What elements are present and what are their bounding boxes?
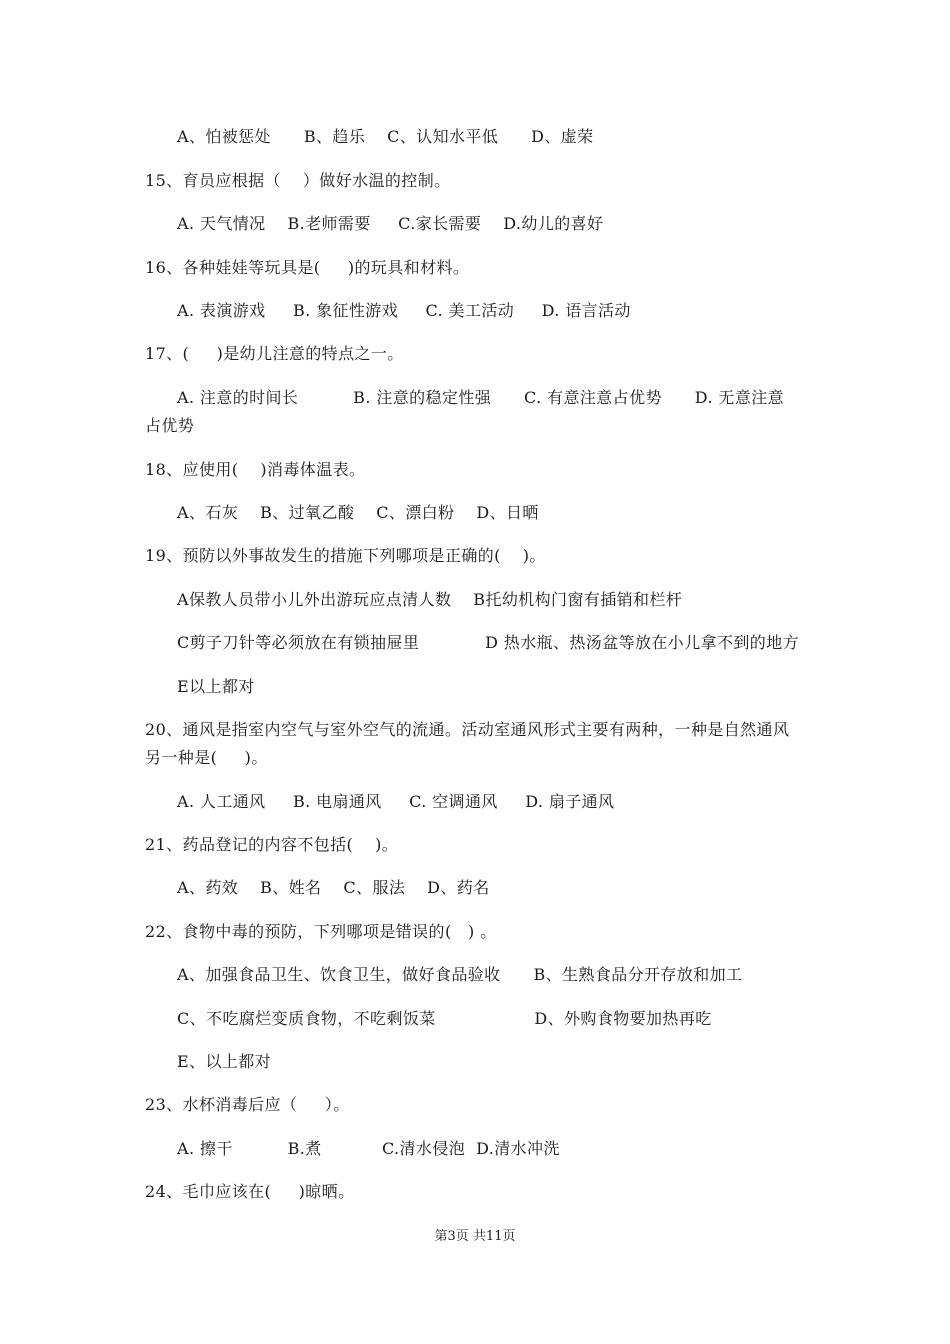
q23-question: 23、水杯消毒后应（ ）。 xyxy=(145,1095,350,1114)
q18-question: 18、应使用( )消毒体温表。 xyxy=(145,460,366,479)
q20-options: A. 人工通风 B. 电扇通风 C. 空调通风 D. 扇子通风 xyxy=(177,792,615,811)
page-footer: 第3页 共11页 xyxy=(434,1229,516,1244)
q17-options-continued: 占优势 xyxy=(145,416,195,435)
q17-options: A. 注意的时间长 B. 注意的稳定性强 C. 有意注意占优势 D. 无意注意 xyxy=(177,388,785,407)
q21-options: A、药效 B、姓名 C、服法 D、药名 xyxy=(177,878,490,897)
q22-question: 22、食物中毒的预防，下列哪项是错误的( ) 。 xyxy=(145,922,497,941)
q19-option-e: E以上都对 xyxy=(177,677,255,696)
q19-options-ab: A保教人员带小儿外出游玩应点清人数 B托幼机构门窗有插销和栏杆 xyxy=(177,590,683,609)
q21-question: 21、药品登记的内容不包括( )。 xyxy=(145,835,399,854)
q20-question-continued: 另一种是( )。 xyxy=(145,748,268,767)
q19-question: 19、预防以外事故发生的措施下列哪项是正确的( )。 xyxy=(145,546,546,565)
q18-options: A、石灰 B、过氧乙酸 C、漂白粉 D、日晒 xyxy=(177,503,539,522)
q22-option-e: E、以上都对 xyxy=(177,1052,272,1071)
q22-options-cd: C、不吃腐烂变质食物，不吃剩饭菜 D、外购食物要加热再吃 xyxy=(177,1009,712,1028)
q22-options-ab: A、加强食品卫生、饮食卫生，做好食品验收 B、生熟食品分开存放和加工 xyxy=(177,965,743,984)
q19-options-cd: C剪子刀针等必须放在有锁抽屉里 D 热水瓶、热汤盆等放在小儿拿不到的地方 xyxy=(177,633,799,652)
q16-question: 16、各种娃娃等玩具是( )的玩具和材料。 xyxy=(145,258,470,277)
q16-options: A. 表演游戏 B. 象征性游戏 C. 美工活动 D. 语言活动 xyxy=(177,301,631,320)
q15-options: A. 天气情况 B.老师需要 C.家长需要 D.幼儿的喜好 xyxy=(177,214,604,233)
q24-question: 24、毛巾应该在( )晾晒。 xyxy=(145,1182,355,1201)
q20-question: 20、通风是指室内空气与室外空气的流通。活动室通风形式主要有两种，一种是自然通风 xyxy=(145,720,790,739)
q14-options: A、怕被惩处 B、趋乐 C、认知水平低 D、虚荣 xyxy=(177,127,594,146)
q15-question: 15、育员应根据（ ）做好水温的控制。 xyxy=(145,171,451,190)
q23-options: A. 擦干 B.煮 C.清水侵泡 D.清水冲洗 xyxy=(177,1139,560,1158)
q17-question: 17、( )是幼儿注意的特点之一。 xyxy=(145,344,404,363)
